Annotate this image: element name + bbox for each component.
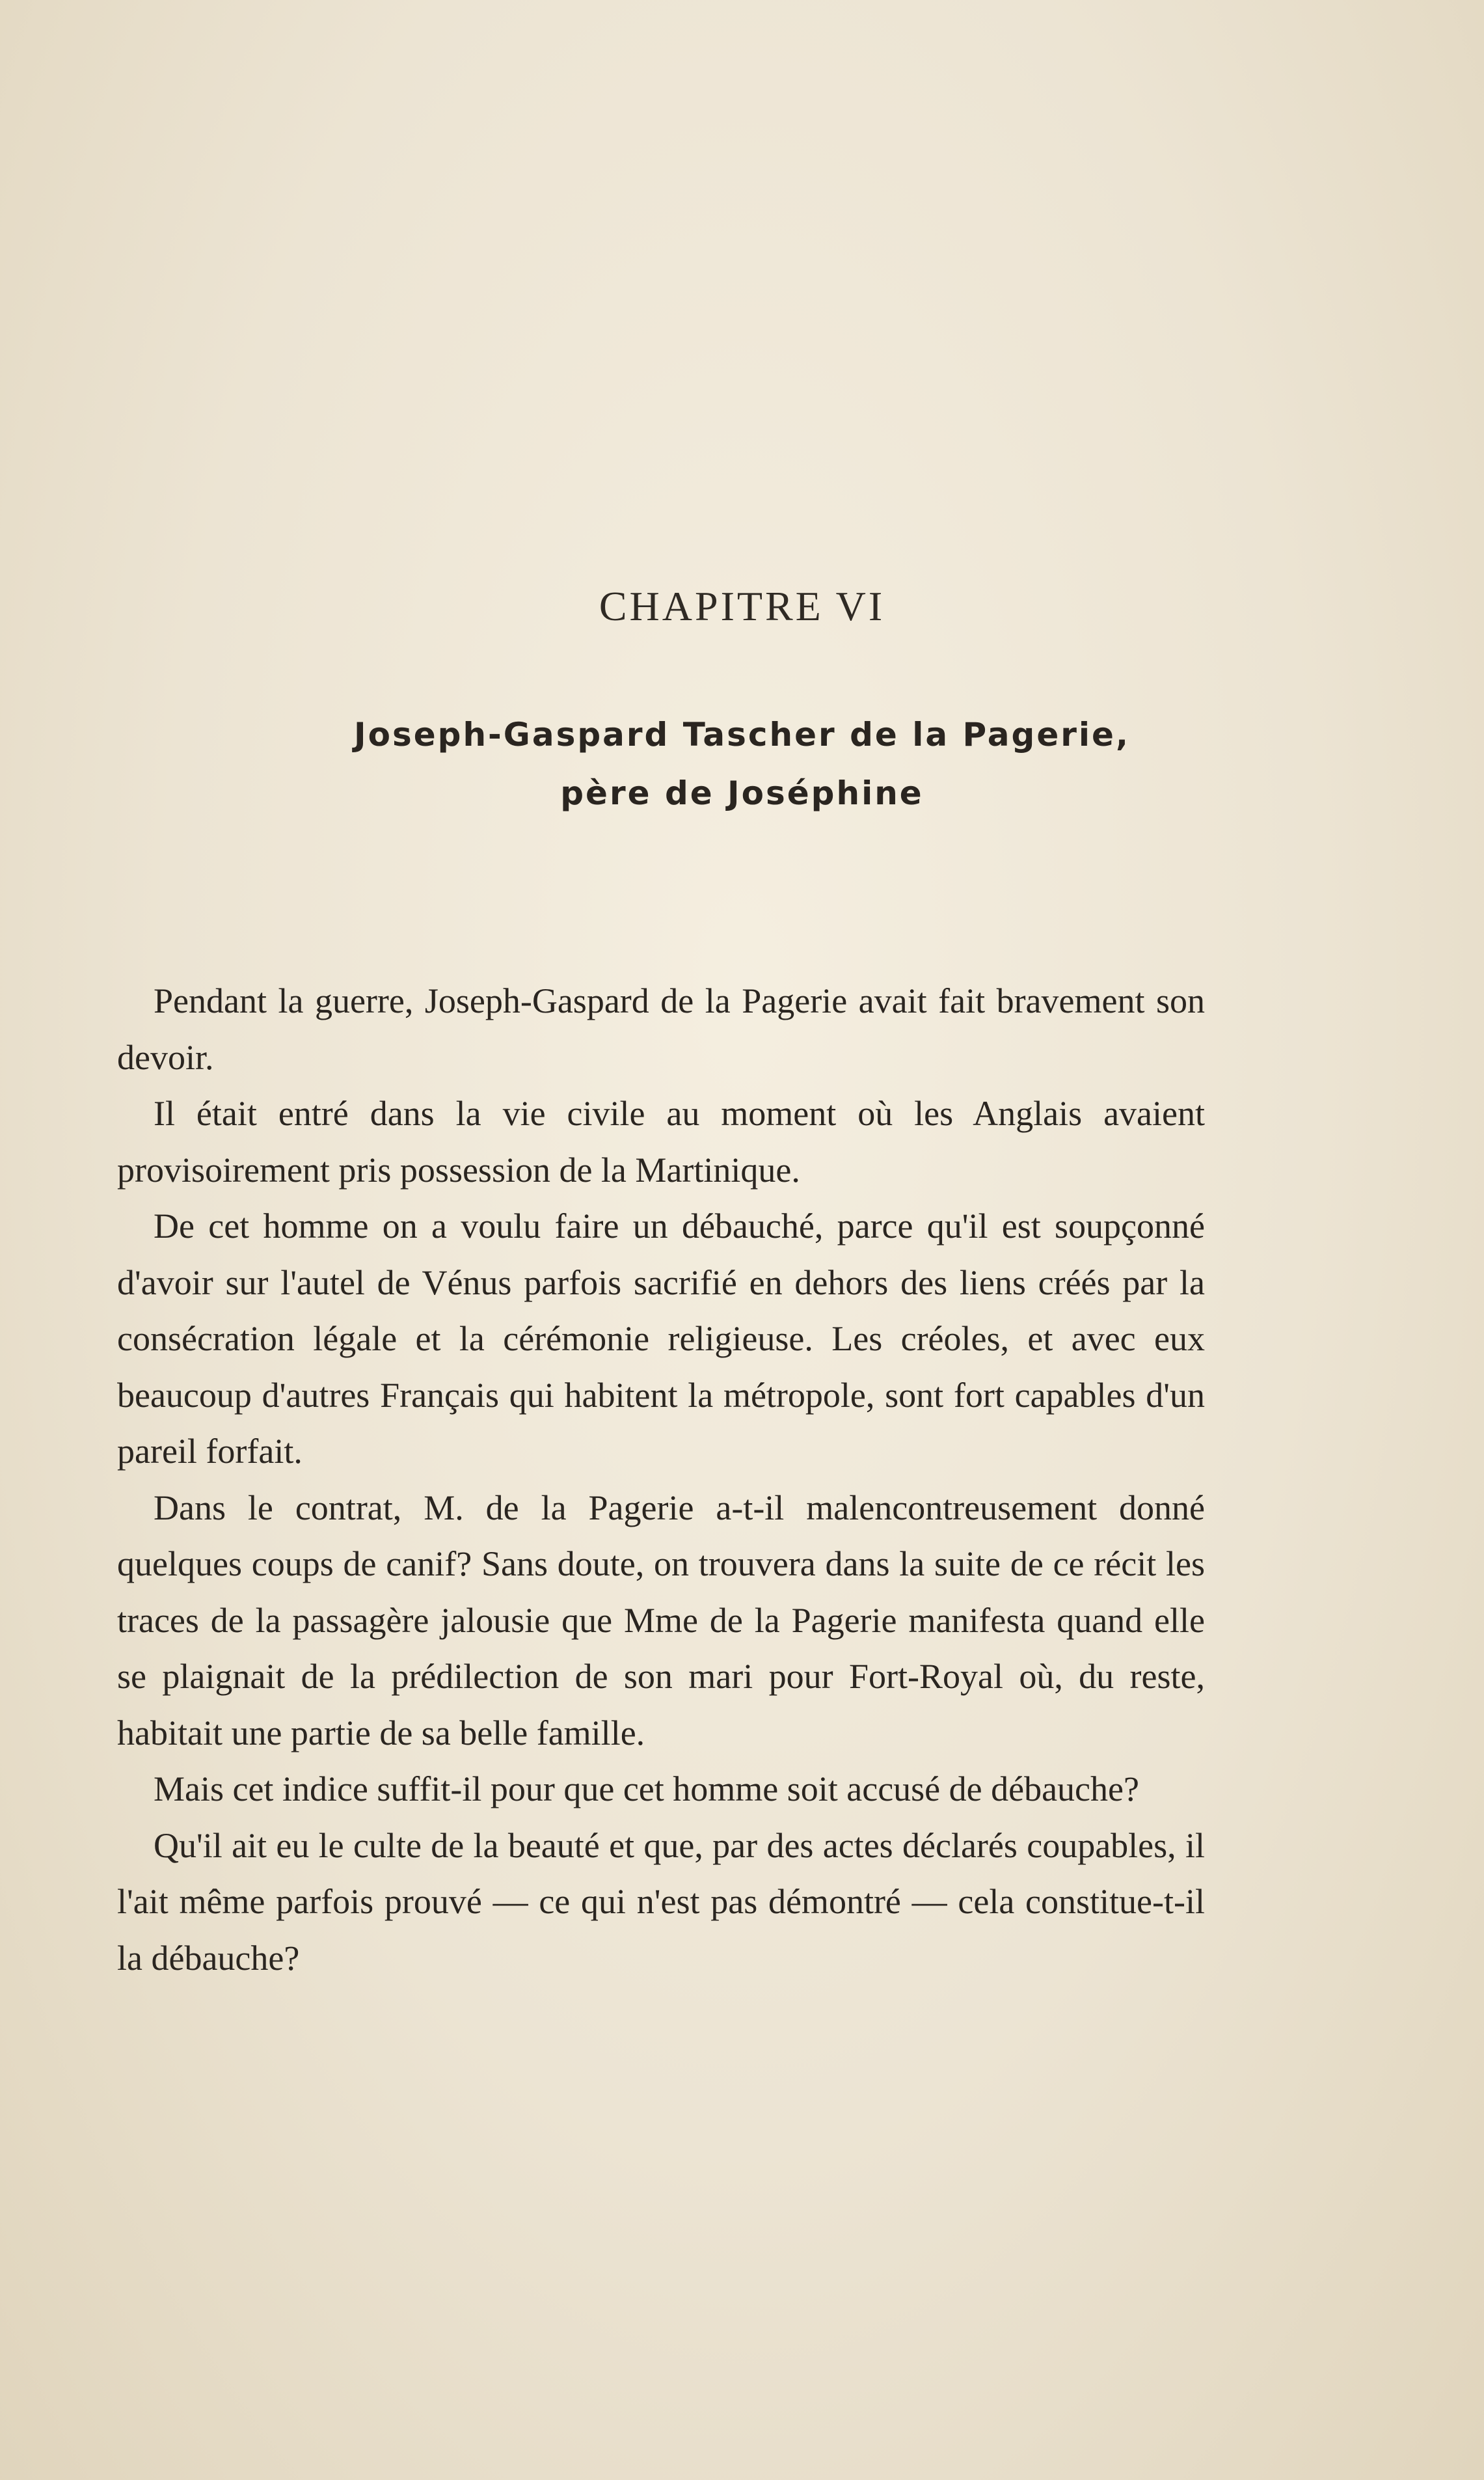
paragraph: Qu'il ait eu le culte de la beauté et que, par des actes déclarés coupables, il l'ait même parfois prouvé — ce qui n'est pas démontré — cela constitue-t-il la débauche? [117, 1825, 1205, 1978]
paragraph: De cet homme on a voulu faire un débauché, parce qu'il est soupçonné d'avoir sur l'autel de Vénus parfois sacrifié en dehors des liens créés par la consécration légale et la cérémonie religieuse. Les créoles, et avec eux beaucoup d'autres Français qui habitent la métropole, sont fort capables d'un pareil forfait. [117, 1206, 1205, 1471]
chapter-subtitle-line-1: Joseph-Gaspard Tascher de la Pagerie, [354, 716, 1130, 754]
chapter-subtitle-line-2: père de Joséphine [560, 774, 924, 812]
body-text [117, 973, 1205, 1986]
paragraph: Dans le contrat, M. de la Pagerie a-t-il malencontreusement donné quelques coups de canif? Sans doute, on trouvera dans la suite de ce récit les traces de la passagère jalousie que Mme de la Pagerie manifesta quand elle se plaignait de la prédilection de son mari pour Fort-Royal où, du reste, habitait une partie de sa belle famille. [117, 1488, 1205, 1752]
paragraph: Pendant la guerre, Joseph-Gaspard de la Pagerie avait fait bravement son devoir. [117, 981, 1205, 1077]
paragraph: Il était entré dans la vie civile au moment où les Anglais avaient provisoirement pris possession de la Martinique. [117, 1094, 1205, 1190]
paragraph: Mais cet indice suffit-il pour que cet homme soit accusé de débauche? [154, 1769, 1139, 1808]
chapter-title: CHAPITRE VI [599, 583, 885, 629]
